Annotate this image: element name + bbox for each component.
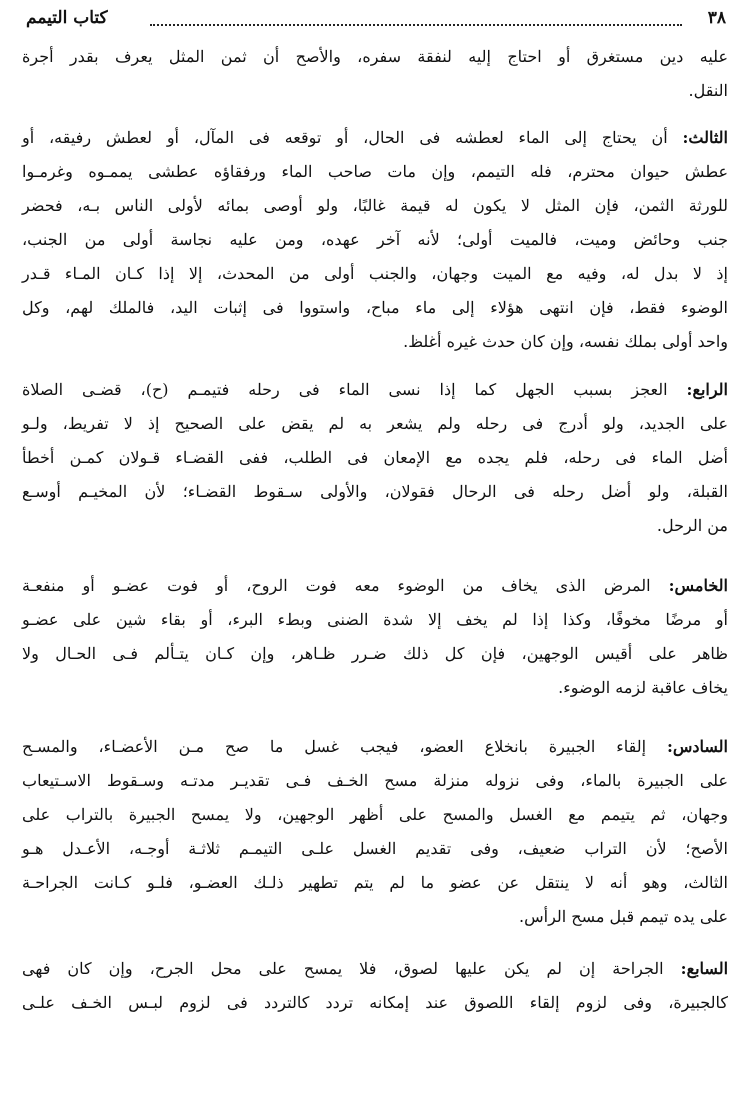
text-line: عطش حيوان محترم، فله التيمم، وإن مات صاحب الماء ورفقاؤه عطشى يممـوه وغرمـوا bbox=[22, 162, 728, 181]
text-line: ظاهر على أقيس الوجهين، فإن كل ذلك ضـرر ظـاهر، وإن كـان يتـألم فـى الحـال ولا bbox=[22, 644, 728, 663]
text-line: كالجبيرة، وفى لزوم إلقاء اللصوق عند إمكانه تردد كالتردد فى لزوم لبـس الخـف علـى bbox=[22, 993, 728, 1012]
paragraph-lead: الخامس: bbox=[668, 576, 728, 595]
document-page bbox=[22, 0, 728, 1094]
text-line: إذ لا بدل له، وفيه مع الميت وجهان، والجنب أولى من المحدث، إلا إذا كـان المـاء قـدر bbox=[22, 264, 728, 283]
text-line: الأصح؛ لأن التراب ضعيف، وفى تقديم الغسل علـى التيمـم ثلاثـة أوجـه، الأعـدل هـو bbox=[22, 839, 728, 858]
page-number: ٣٨ bbox=[707, 8, 726, 28]
text-line: وجهان، ثم يتيمم مع الغسل والمسح على أظهر الوجهين، ولا يمسح الجبيرة بالتراب على bbox=[22, 805, 728, 824]
text-line: على يده تيمم قبل مسح الرأس. bbox=[519, 907, 728, 926]
running-title: كتاب التيمم bbox=[26, 8, 108, 28]
paragraph-third-first-line: الثالث: أن يحتاج إلى الماء لعطشه فى الحال، أو توقعه فى المآل، أو لعطش رفيقه، أو bbox=[22, 128, 728, 147]
page-header bbox=[22, 8, 728, 38]
text-line: أضل الماء فى رحله، فلم يجده مع الإمعان فى الطلب، ففى القضـاء قـولان كمـن أخطأ bbox=[22, 448, 728, 467]
paragraph-sixth-first-line: السادس: إلقاء الجبيرة بانخلاع العضو، فيجب غسل ما صح مـن الأعضـاء، والمسـح bbox=[22, 737, 728, 756]
text-line: يخاف عاقبة لزمه الوضوء. bbox=[558, 678, 728, 697]
text-line: على الجديد، ولو أدرج فى رحله ولم يشعر به لم يقض على الصحيح إذ لا تفريط، ولـو bbox=[22, 414, 728, 433]
text-line: الوضوء فقط، فإن انتهى هؤلاء إلى ماء مباح، واستووا فى إثبات اليد، فالملك لهم، وكل bbox=[22, 298, 728, 317]
paragraph-seventh-first-line: السابع: الجراحة إن لم يكن عليها لصوق، فلا يمسح على محل الجرح، وإن كان فهى bbox=[22, 959, 729, 978]
text-line: للورثة الثمن، فإن المثل لا يكون له قيمة غالبًا، ولو أوصى بمائه لأولى الناس بـه، فحضر bbox=[22, 196, 728, 215]
text-line: النقل. bbox=[688, 81, 728, 100]
text-line: جنب وحائض وميت، فالميت أولى؛ لأنه آخر عهده، ومن عليه نجاسة أولى من الجنب، bbox=[22, 230, 728, 249]
text-line: عليه دين مستغرق أو احتاج إليه لنفقة سفره، والأصح أن ثمن المثل يعرف بقدر أجرة bbox=[22, 47, 728, 66]
text-line: على الجبيرة بالماء، وفى نزوله منزلة مسح الخـف فـى تقديـر مدتـه وسـقوط الاسـتيعاب bbox=[22, 771, 728, 790]
text-line: واحد أولى بملك نفسه، وإن كان حدث غيره أغلظ. bbox=[403, 332, 728, 351]
paragraph-fifth-first-line: الخامس: المرض الذى يخاف من الوضوء معه فوت الروح، أو فوت عضـو أو منفعـة bbox=[22, 576, 728, 595]
text-line: القبلة، ولو أضل رحله فى الرحال فقولان، والأولى سـقوط القضـاء؛ لأن المخيـم أوسـع bbox=[22, 482, 728, 501]
text-line: أو مرضًا مخوفًا، وكذا إذا لم يخف إلا شدة الضنى وبطء البرء، أو بقاء شين على عضـو bbox=[22, 610, 728, 629]
paragraph-fourth-first-line: الرابع: العجز بسبب الجهل كما إذا نسى الماء فى رحله فتيمـم (ح)، قضـى الصلاة bbox=[22, 380, 728, 399]
paragraph-lead: السابع: bbox=[680, 959, 729, 978]
text-line: الثالث، وهو أنه لا ينتقل عن عضو ما لم يتم تطهير ذلـك العضـو، فلـو كـانت الجراحـة bbox=[22, 873, 728, 892]
header-dotted-leader bbox=[150, 24, 682, 26]
text-line: من الرحل. bbox=[656, 516, 728, 535]
paragraph-lead: الثالث: bbox=[682, 128, 728, 147]
paragraph-lead: الرابع: bbox=[686, 380, 728, 399]
paragraph-lead: السادس: bbox=[666, 737, 728, 756]
